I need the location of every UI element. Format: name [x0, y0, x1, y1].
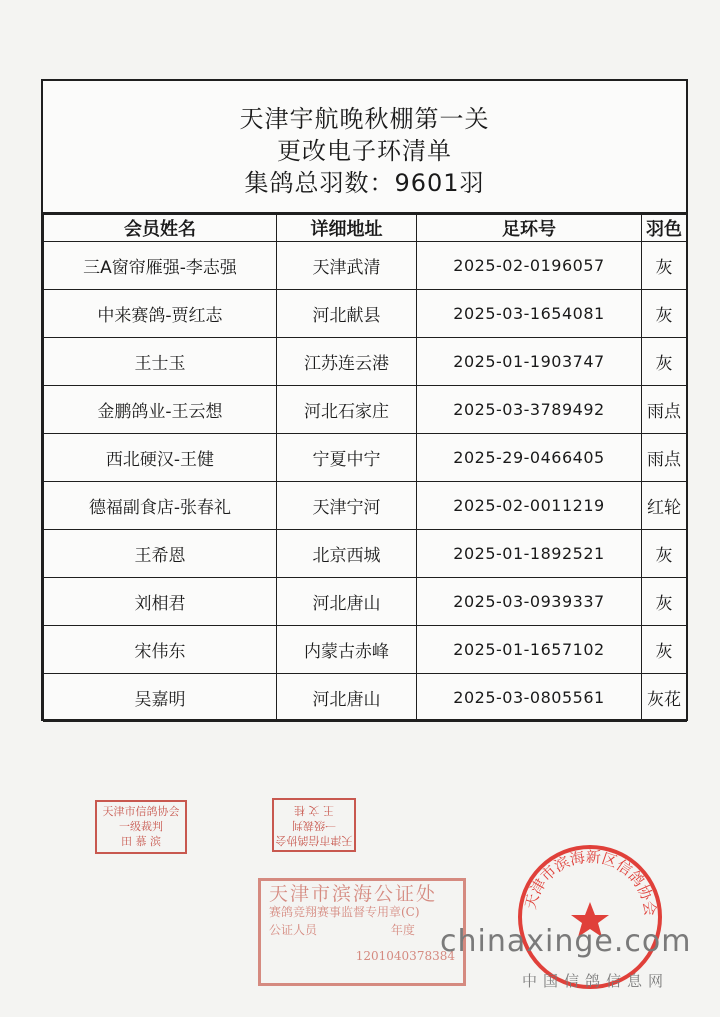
referee-stamp-right	[272, 798, 356, 852]
stamp-b-rank: 一级裁判	[292, 819, 336, 832]
watermark-domain: chinaxinge.com	[440, 924, 692, 959]
stamp-b-name: 王 文 桂	[294, 804, 334, 817]
notary-person-label: 公证人员	[269, 923, 318, 937]
list-title: 更改电子环清单	[277, 137, 452, 165]
seal-text: 天津市滨海新区信鸽协会	[521, 847, 660, 918]
header-feather-color: 羽色	[642, 215, 687, 242]
member-name-cell: 中来赛鸽-贾红志	[44, 290, 277, 338]
member-name-cell: 王士玉	[44, 338, 277, 386]
address-cell: 宁夏中宁	[277, 434, 417, 482]
table-row	[44, 290, 687, 338]
table-row	[44, 434, 687, 482]
member-name-cell: 德福副食店-张春礼	[44, 482, 277, 530]
address-cell: 江苏连云港	[277, 338, 417, 386]
notary-row	[269, 921, 455, 939]
table-row	[44, 386, 687, 434]
feather-color-cell: 灰	[642, 530, 687, 578]
address-cell: 内蒙古赤峰	[277, 626, 417, 674]
address-cell: 河北唐山	[277, 674, 417, 722]
address-cell: 天津宁河	[277, 482, 417, 530]
stamp-a-rank: 一级裁判	[119, 820, 163, 833]
ring-number-cell: 2025-02-0011219	[417, 482, 642, 530]
notary-purpose: 赛鸽竞翔赛事监督专用章(C)	[269, 905, 420, 919]
feather-color-cell: 灰	[642, 338, 687, 386]
title-block	[43, 81, 686, 214]
header-address: 详细地址	[277, 215, 417, 242]
address-cell: 北京西城	[277, 530, 417, 578]
member-name-cell: 吴嘉明	[44, 674, 277, 722]
address-cell: 河北石家庄	[277, 386, 417, 434]
member-name-cell: 金鹏鸽业-王云想	[44, 386, 277, 434]
table-row	[44, 482, 687, 530]
header-ring-number: 足环号	[417, 215, 642, 242]
race-title: 天津宇航晚秋棚第一关	[239, 105, 490, 133]
member-name-cell: 西北硬汉-王健	[44, 434, 277, 482]
address-cell: 河北献县	[277, 290, 417, 338]
table-row	[44, 578, 687, 626]
roster-table	[43, 214, 687, 722]
feather-color-cell: 灰	[642, 290, 687, 338]
total-count: 集鸽总羽数：9601羽	[244, 169, 485, 197]
feather-color-cell: 雨点	[642, 386, 687, 434]
member-name-cell: 王希恩	[44, 530, 277, 578]
feather-color-cell: 灰	[642, 242, 687, 290]
address-cell: 天津武清	[277, 242, 417, 290]
ring-number-cell: 2025-03-0805561	[417, 674, 642, 722]
stamp-a-name: 田 慕 滨	[121, 835, 161, 848]
table-header-row	[44, 215, 687, 242]
table-row	[44, 338, 687, 386]
member-name-cell: 刘相君	[44, 578, 277, 626]
stamp-b-org: 天津市信鸽协会	[275, 834, 353, 847]
stamp-a-org: 天津市信鸽协会	[102, 805, 180, 818]
ring-number-cell: 2025-02-0196057	[417, 242, 642, 290]
notary-number: 1201040378384	[355, 949, 455, 963]
notary-stamp	[258, 878, 466, 986]
table-row	[44, 530, 687, 578]
member-name-cell: 宋伟东	[44, 626, 277, 674]
member-name-cell: 三A窗帘雁强-李志强	[44, 242, 277, 290]
ring-number-cell: 2025-03-3789492	[417, 386, 642, 434]
ring-number-cell: 2025-01-1903747	[417, 338, 642, 386]
feather-color-cell: 灰	[642, 578, 687, 626]
watermark-site-name: 中国信鸽信息网	[522, 972, 670, 990]
roster-document	[41, 79, 688, 721]
ring-number-cell: 2025-01-1657102	[417, 626, 642, 674]
feather-color-cell: 灰	[642, 626, 687, 674]
table-row	[44, 626, 687, 674]
ring-number-cell: 2025-03-0939337	[417, 578, 642, 626]
notary-year-label: 年度	[390, 923, 415, 937]
notary-title: 天津市滨海公证处	[269, 883, 438, 905]
ring-number-cell: 2025-29-0466405	[417, 434, 642, 482]
header-member-name: 会员姓名	[44, 215, 277, 242]
ring-number-cell: 2025-01-1892521	[417, 530, 642, 578]
table-row	[44, 242, 687, 290]
feather-color-cell: 灰花	[642, 674, 687, 722]
address-cell: 河北唐山	[277, 578, 417, 626]
feather-color-cell: 红轮	[642, 482, 687, 530]
table-row	[44, 674, 687, 722]
feather-color-cell: 雨点	[642, 434, 687, 482]
ring-number-cell: 2025-03-1654081	[417, 290, 642, 338]
referee-stamp-left	[95, 800, 187, 854]
